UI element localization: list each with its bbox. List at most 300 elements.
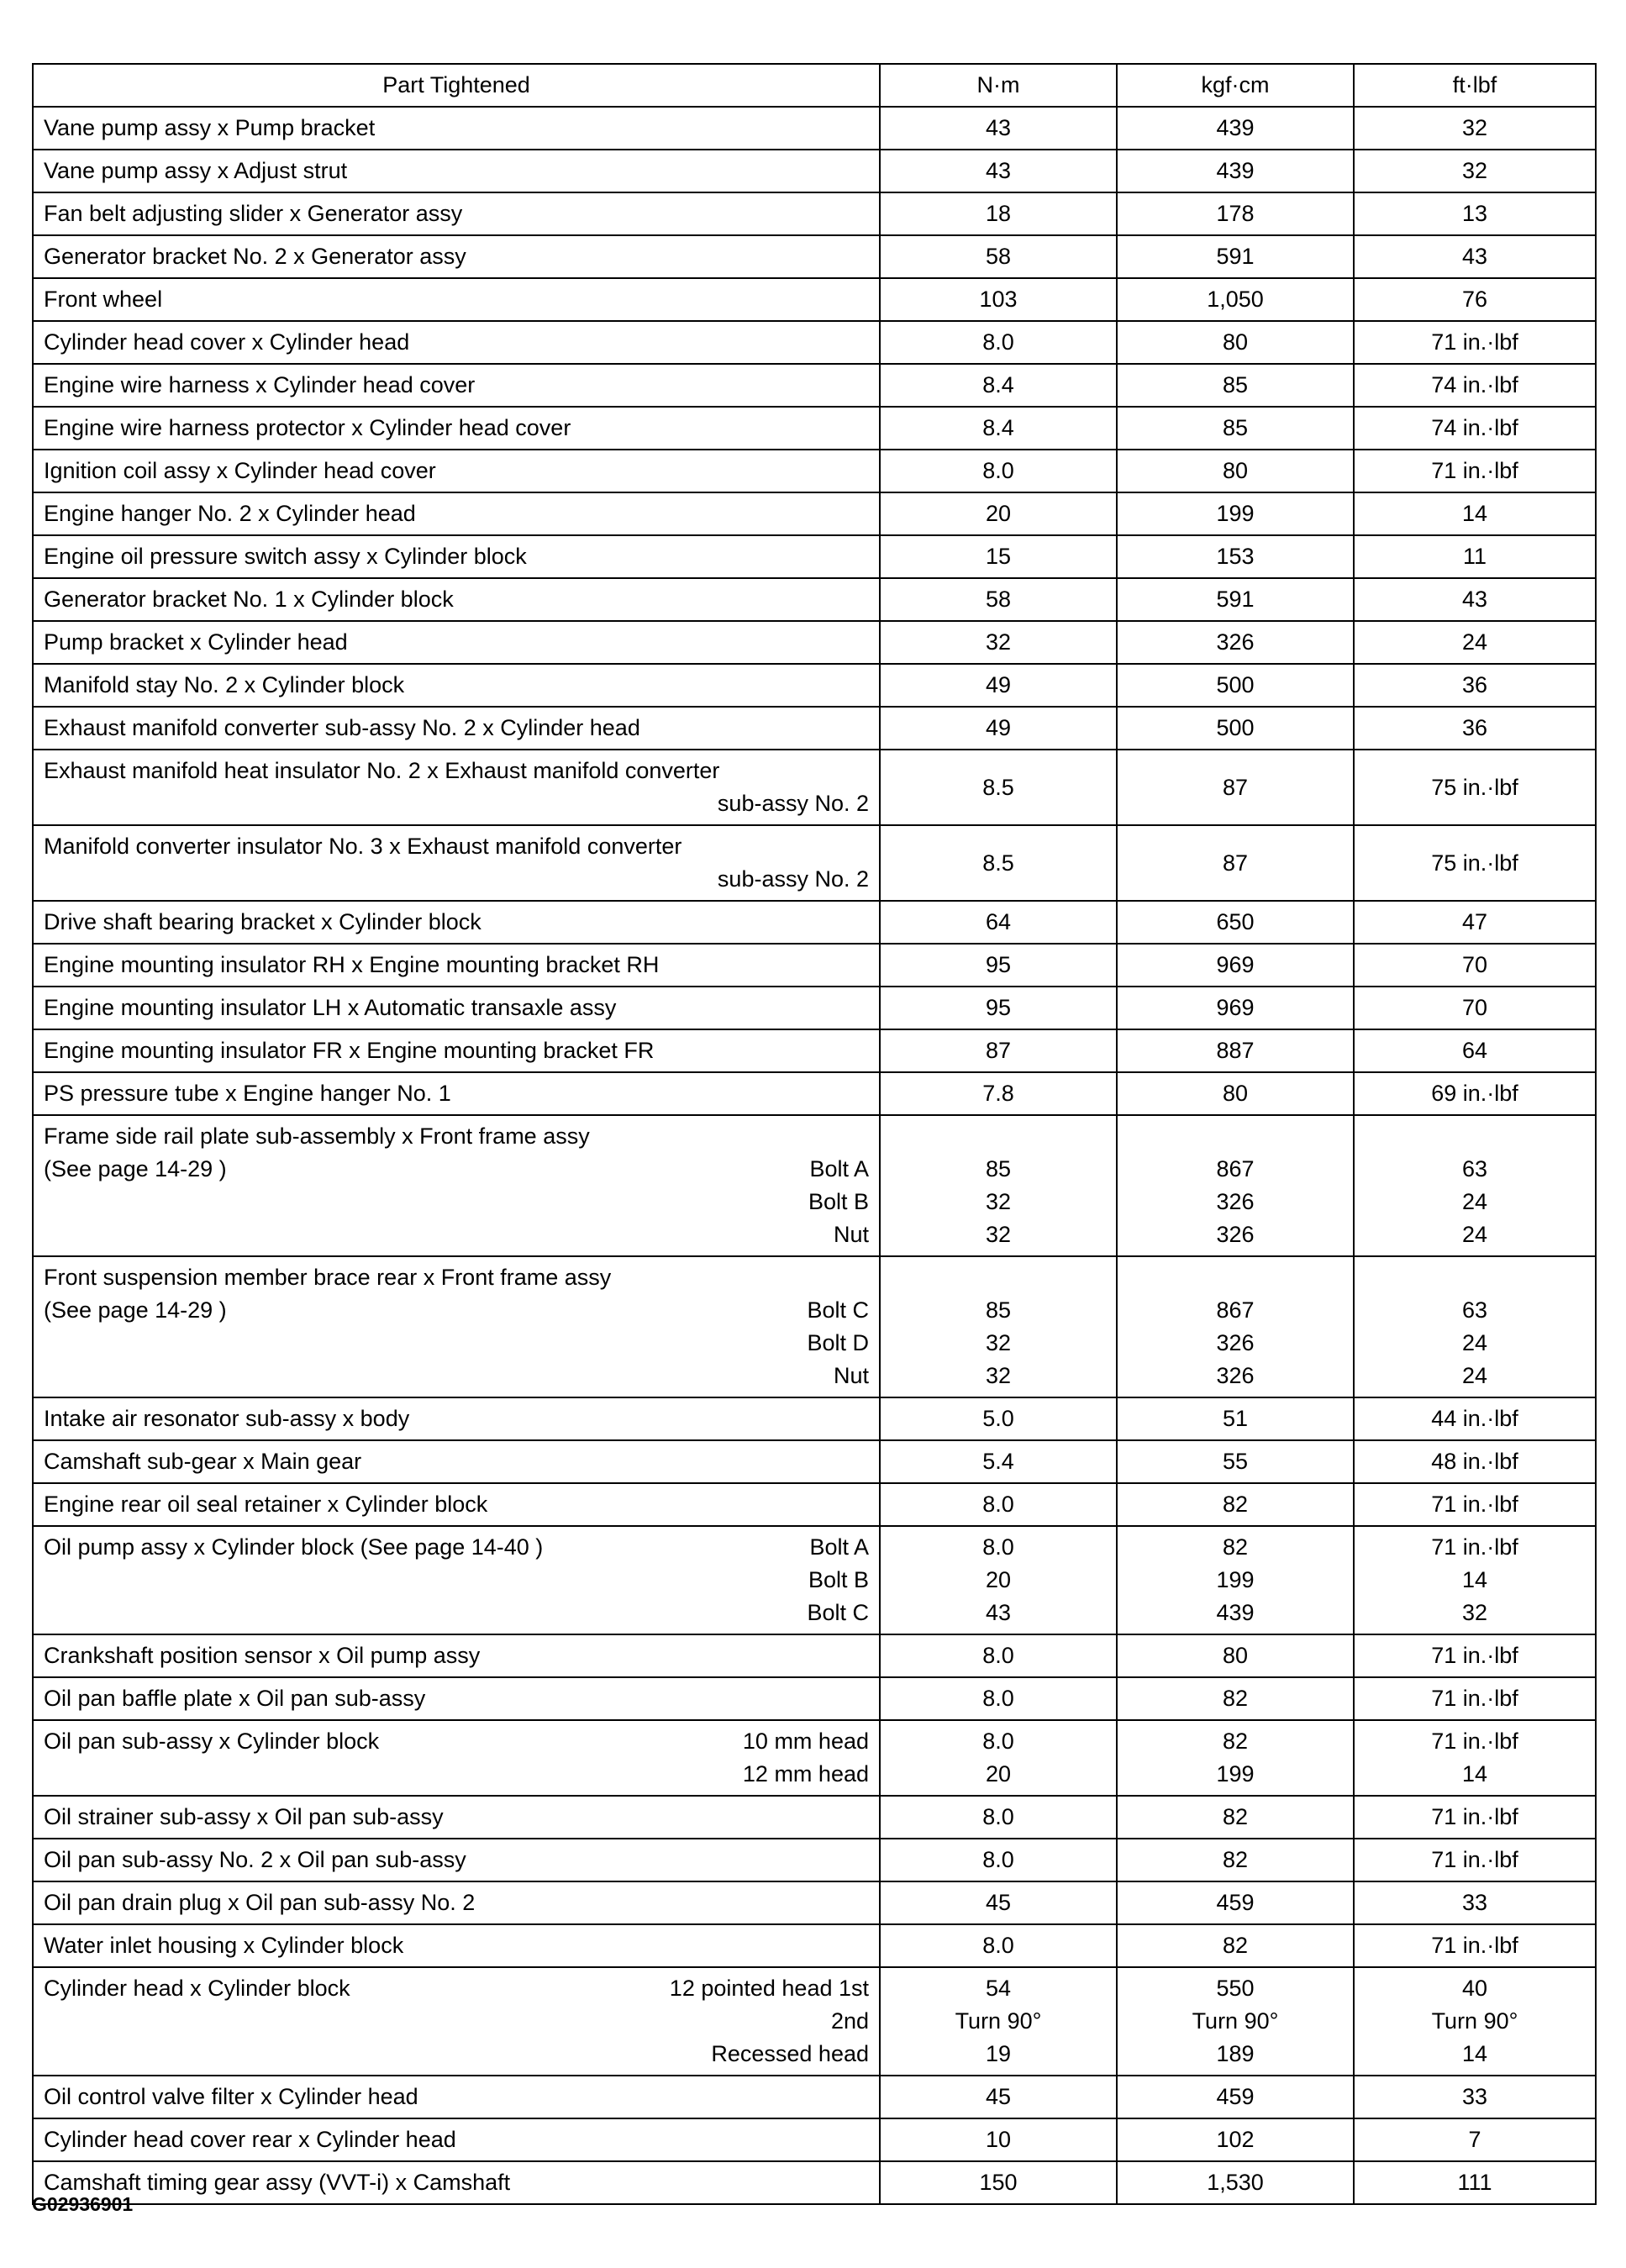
ft-lbf-cell bbox=[1354, 664, 1596, 707]
torque-value: 82 bbox=[1222, 1847, 1249, 1872]
torque-value: 80 bbox=[1222, 1643, 1249, 1668]
part-cell bbox=[33, 1720, 880, 1796]
part-title: Front suspension member brace rear x Front frame assy bbox=[44, 1265, 612, 1290]
nm-cell bbox=[880, 1677, 1117, 1720]
torque-value: 969 bbox=[1216, 952, 1255, 977]
torque-value: 87 bbox=[985, 1038, 1012, 1063]
nm-cell bbox=[880, 278, 1117, 321]
nm-cell bbox=[880, 825, 1117, 901]
nm-cell bbox=[880, 664, 1117, 707]
table-row bbox=[33, 944, 1596, 987]
torque-value: 8.5 bbox=[982, 774, 1014, 800]
part-name: Engine mounting insulator RH x Engine mounting bracket RH bbox=[44, 952, 660, 977]
torque-value: Turn 90° bbox=[1431, 2008, 1518, 2034]
part-name: Oil strainer sub-assy x Oil pan sub-assy bbox=[44, 1804, 444, 1829]
torque-value: 8.0 bbox=[982, 1847, 1014, 1872]
part-cell bbox=[33, 825, 880, 901]
table-row bbox=[33, 1881, 1596, 1924]
torque-value: 43 bbox=[985, 158, 1012, 183]
torque-value: 82 bbox=[1222, 1534, 1249, 1560]
torque-value: 70 bbox=[1461, 995, 1488, 1020]
torque-value: 85 bbox=[985, 1156, 1012, 1181]
table-row bbox=[33, 1677, 1596, 1720]
torque-value: 969 bbox=[1216, 995, 1255, 1020]
torque-value: 32 bbox=[985, 1189, 1012, 1214]
part-cell bbox=[33, 578, 880, 621]
table-row bbox=[33, 1924, 1596, 1967]
torque-value: 82 bbox=[1222, 1492, 1249, 1517]
nm-cell bbox=[880, 707, 1117, 750]
torque-value: 64 bbox=[985, 909, 1012, 934]
table-row bbox=[33, 664, 1596, 707]
kgf-cm-cell bbox=[1117, 1526, 1354, 1634]
part-name: Engine mounting insulator FR x Engine mounting bracket FR bbox=[44, 1038, 655, 1063]
part-line bbox=[44, 2038, 869, 2071]
table-row bbox=[33, 407, 1596, 450]
table-row bbox=[33, 192, 1596, 235]
torque-value: 33 bbox=[1461, 1890, 1488, 1915]
ft-lbf-cell bbox=[1354, 1483, 1596, 1526]
torque-value: 48 in.·lbf bbox=[1431, 1449, 1518, 1474]
torque-value: 75 in.·lbf bbox=[1431, 774, 1518, 800]
torque-value: 24 bbox=[1461, 1222, 1488, 1247]
torque-value: 32 bbox=[1461, 115, 1488, 140]
kgf-cm-cell bbox=[1117, 1796, 1354, 1839]
torque-value: Turn 90° bbox=[1192, 2008, 1279, 2034]
ft-lbf-cell bbox=[1354, 192, 1596, 235]
table-row bbox=[33, 1397, 1596, 1440]
spacer bbox=[1128, 1261, 1343, 1294]
torque-value: 75 in.·lbf bbox=[1431, 850, 1518, 876]
torque-value: 85 bbox=[1222, 415, 1249, 440]
part-name: Crankshaft position sensor x Oil pump assy bbox=[44, 1643, 481, 1668]
torque-value: 8.0 bbox=[982, 458, 1014, 483]
torque-value: 500 bbox=[1216, 672, 1255, 697]
kgf-cm-cell bbox=[1117, 321, 1354, 364]
part-continuation: sub-assy No. 2 bbox=[717, 791, 869, 816]
table-row bbox=[33, 621, 1596, 664]
kgf-cm-cell bbox=[1117, 450, 1354, 492]
torque-value: 71 in.·lbf bbox=[1431, 1492, 1518, 1517]
torque-value: 178 bbox=[1216, 201, 1255, 226]
ft-lbf-cell bbox=[1354, 1924, 1596, 1967]
part-cell bbox=[33, 1483, 880, 1526]
part-line bbox=[44, 1218, 869, 1251]
part-cell bbox=[33, 1881, 880, 1924]
nm-cell bbox=[880, 1397, 1117, 1440]
torque-value: 95 bbox=[985, 995, 1012, 1020]
torque-value: 153 bbox=[1216, 544, 1255, 569]
part-title: Frame side rail plate sub-assembly x Front frame assy bbox=[44, 1123, 590, 1149]
torque-value: 44 in.·lbf bbox=[1431, 1406, 1518, 1431]
part-cell bbox=[33, 901, 880, 944]
torque-value: 199 bbox=[1216, 1567, 1255, 1592]
part-name: Vane pump assy x Adjust strut bbox=[44, 158, 348, 183]
torque-value: 591 bbox=[1216, 244, 1255, 269]
torque-value: 650 bbox=[1216, 909, 1255, 934]
part-cell bbox=[33, 235, 880, 278]
part-line bbox=[44, 112, 869, 145]
part-cell bbox=[33, 150, 880, 192]
nm-cell bbox=[880, 364, 1117, 407]
part-name: Engine wire harness x Cylinder head cover bbox=[44, 372, 476, 397]
ft-lbf-cell bbox=[1354, 1839, 1596, 1881]
nm-cell bbox=[880, 235, 1117, 278]
part-name: Generator bracket No. 2 x Generator assy bbox=[44, 244, 466, 269]
torque-value: 87 bbox=[1222, 850, 1249, 876]
part-cell bbox=[33, 750, 880, 825]
torque-value: 24 bbox=[1461, 1330, 1488, 1355]
torque-value: 326 bbox=[1216, 1363, 1255, 1388]
ft-lbf-cell bbox=[1354, 825, 1596, 901]
nm-cell bbox=[880, 1072, 1117, 1115]
table-row bbox=[33, 492, 1596, 535]
torque-value: 8.0 bbox=[982, 1804, 1014, 1829]
ft-lbf-cell bbox=[1354, 1029, 1596, 1072]
part-name: Engine hanger No. 2 x Cylinder head bbox=[44, 501, 416, 526]
part-name: Pump bracket x Cylinder head bbox=[44, 629, 348, 655]
part-line bbox=[44, 283, 869, 316]
torque-value: 71 in.·lbf bbox=[1431, 1534, 1518, 1560]
part-line bbox=[44, 1034, 869, 1067]
part-cell bbox=[33, 192, 880, 235]
table-row bbox=[33, 235, 1596, 278]
torque-value: 459 bbox=[1216, 2084, 1255, 2109]
ft-lbf-cell bbox=[1354, 1677, 1596, 1720]
part-cell bbox=[33, 1072, 880, 1115]
torque-value: 459 bbox=[1216, 1890, 1255, 1915]
part-line bbox=[44, 1725, 869, 1758]
torque-value: 150 bbox=[979, 2170, 1018, 2195]
part-qualifier: 10 mm head bbox=[742, 1729, 869, 1754]
part-line bbox=[44, 669, 869, 702]
ft-lbf-cell bbox=[1354, 1115, 1596, 1256]
part-cell bbox=[33, 944, 880, 987]
ft-lbf-cell bbox=[1354, 901, 1596, 944]
part-name: Engine mounting insulator LH x Automatic transaxle assy bbox=[44, 995, 617, 1020]
torque-value: 439 bbox=[1216, 1600, 1255, 1625]
ft-lbf-cell bbox=[1354, 321, 1596, 364]
figure-code: G02936901 bbox=[32, 2193, 134, 2215]
torque-value: 8.0 bbox=[982, 329, 1014, 355]
torque-value: 14 bbox=[1461, 1761, 1488, 1787]
torque-value: 550 bbox=[1216, 1976, 1255, 2001]
part-line bbox=[44, 2123, 869, 2156]
ft-lbf-cell bbox=[1354, 278, 1596, 321]
torque-value: 43 bbox=[1461, 244, 1488, 269]
kgf-cm-cell bbox=[1117, 1072, 1354, 1115]
kgf-cm-cell bbox=[1117, 1256, 1354, 1397]
ft-lbf-cell bbox=[1354, 535, 1596, 578]
nm-cell bbox=[880, 901, 1117, 944]
torque-value: 867 bbox=[1216, 1156, 1255, 1181]
torque-value: 43 bbox=[985, 115, 1012, 140]
part-qualifier: Nut bbox=[833, 1222, 869, 1247]
table-row bbox=[33, 1526, 1596, 1634]
torque-value: 76 bbox=[1461, 287, 1488, 312]
nm-cell bbox=[880, 1634, 1117, 1677]
part-line bbox=[44, 1639, 869, 1672]
torque-value: 95 bbox=[985, 952, 1012, 977]
table-row bbox=[33, 450, 1596, 492]
kgf-cm-cell bbox=[1117, 407, 1354, 450]
torque-value: 326 bbox=[1216, 1222, 1255, 1247]
torque-value: 58 bbox=[985, 587, 1012, 612]
torque-value: 58 bbox=[985, 244, 1012, 269]
ft-lbf-cell bbox=[1354, 578, 1596, 621]
torque-value: 199 bbox=[1216, 501, 1255, 526]
part-line bbox=[44, 2166, 869, 2199]
ft-lbf-cell bbox=[1354, 364, 1596, 407]
part-name: Oil pan sub-assy No. 2 x Oil pan sub-assy bbox=[44, 1847, 466, 1872]
part-line bbox=[44, 326, 869, 359]
table-row bbox=[33, 750, 1596, 825]
ft-lbf-cell bbox=[1354, 1796, 1596, 1839]
torque-value: 32 bbox=[1461, 1600, 1488, 1625]
torque-value: 18 bbox=[985, 201, 1012, 226]
torque-value: 1,050 bbox=[1207, 287, 1264, 312]
part-cell bbox=[33, 321, 880, 364]
table-row bbox=[33, 1720, 1596, 1796]
torque-value: 8.0 bbox=[982, 1643, 1014, 1668]
part-line bbox=[44, 1929, 869, 1962]
torque-value: 80 bbox=[1222, 1081, 1249, 1106]
ft-lbf-cell bbox=[1354, 1397, 1596, 1440]
nm-cell bbox=[880, 1720, 1117, 1796]
kgf-cm-cell bbox=[1117, 1397, 1354, 1440]
torque-value: 71 in.·lbf bbox=[1431, 1933, 1518, 1958]
torque-value: 82 bbox=[1222, 1933, 1249, 1958]
torque-value: 74 in.·lbf bbox=[1431, 372, 1518, 397]
part-line bbox=[44, 1801, 869, 1834]
ft-lbf-cell bbox=[1354, 707, 1596, 750]
torque-value: 887 bbox=[1216, 1038, 1255, 1063]
torque-value: 1,530 bbox=[1207, 2170, 1264, 2195]
nm-cell bbox=[880, 492, 1117, 535]
header-part-tightened: Part Tightened bbox=[33, 64, 880, 107]
torque-value: 82 bbox=[1222, 1729, 1249, 1754]
part-line bbox=[44, 1758, 869, 1791]
table-row bbox=[33, 1796, 1596, 1839]
torque-value: 8.0 bbox=[982, 1933, 1014, 1958]
kgf-cm-cell bbox=[1117, 2118, 1354, 2161]
part-cell bbox=[33, 407, 880, 450]
torque-value: 43 bbox=[1461, 587, 1488, 612]
torque-value: 439 bbox=[1216, 158, 1255, 183]
torque-value: Turn 90° bbox=[955, 2008, 1042, 2034]
ft-lbf-cell bbox=[1354, 2161, 1596, 2204]
part-cell bbox=[33, 1115, 880, 1256]
part-line bbox=[44, 155, 869, 187]
torque-value: 326 bbox=[1216, 629, 1255, 655]
torque-value: 14 bbox=[1461, 1567, 1488, 1592]
part-name: Exhaust manifold converter sub-assy No. 2 x Cylinder head bbox=[44, 715, 640, 740]
kgf-cm-cell bbox=[1117, 1029, 1354, 1072]
part-name: Generator bracket No. 1 x Cylinder block bbox=[44, 587, 454, 612]
nm-cell bbox=[880, 2118, 1117, 2161]
torque-value: 51 bbox=[1222, 1406, 1249, 1431]
torque-value: 189 bbox=[1216, 2041, 1255, 2066]
part-name: Vane pump assy x Pump bracket bbox=[44, 115, 376, 140]
torque-value: 8.0 bbox=[982, 1534, 1014, 1560]
part-cell bbox=[33, 364, 880, 407]
part-line bbox=[44, 2005, 869, 2038]
torque-value: 10 bbox=[985, 2127, 1012, 2152]
nm-cell bbox=[880, 944, 1117, 987]
kgf-cm-cell bbox=[1117, 664, 1354, 707]
nm-cell bbox=[880, 107, 1117, 150]
table-row bbox=[33, 987, 1596, 1029]
torque-value: 15 bbox=[985, 544, 1012, 569]
part-line bbox=[44, 1844, 869, 1876]
part-name: Camshaft sub-gear x Main gear bbox=[44, 1449, 362, 1474]
torque-value: 69 in.·lbf bbox=[1431, 1081, 1518, 1106]
part-name: Oil pan sub-assy x Cylinder block bbox=[44, 1729, 380, 1754]
torque-value: 32 bbox=[1461, 158, 1488, 183]
kgf-cm-cell bbox=[1117, 1440, 1354, 1483]
torque-value: 7 bbox=[1468, 2127, 1481, 2152]
spacer bbox=[1365, 1261, 1585, 1294]
part-line bbox=[44, 1186, 869, 1218]
torque-value: 103 bbox=[979, 287, 1018, 312]
torque-value: 32 bbox=[985, 1363, 1012, 1388]
table-row bbox=[33, 1072, 1596, 1115]
part-name: Drive shaft bearing bracket x Cylinder block bbox=[44, 909, 481, 934]
nm-cell bbox=[880, 192, 1117, 235]
table-row bbox=[33, 535, 1596, 578]
part-line bbox=[44, 712, 869, 745]
part-cell bbox=[33, 107, 880, 150]
torque-value: 7.8 bbox=[982, 1081, 1014, 1106]
part-cell bbox=[33, 1440, 880, 1483]
part-line bbox=[44, 497, 869, 530]
part-name: Front wheel bbox=[44, 287, 163, 312]
torque-value: 71 in.·lbf bbox=[1431, 1847, 1518, 1872]
ft-lbf-cell bbox=[1354, 621, 1596, 664]
kgf-cm-cell bbox=[1117, 278, 1354, 321]
torque-value: 326 bbox=[1216, 1330, 1255, 1355]
part-cell bbox=[33, 278, 880, 321]
part-cell bbox=[33, 621, 880, 664]
part-cell bbox=[33, 2118, 880, 2161]
part-cell bbox=[33, 2161, 880, 2204]
part-qualifier: Bolt B bbox=[808, 1189, 869, 1214]
nm-cell bbox=[880, 1256, 1117, 1397]
ft-lbf-cell bbox=[1354, 2118, 1596, 2161]
torque-value: 14 bbox=[1461, 2041, 1488, 2066]
part-cell bbox=[33, 535, 880, 578]
part-name: Water inlet housing x Cylinder block bbox=[44, 1933, 404, 1958]
ft-lbf-cell bbox=[1354, 450, 1596, 492]
nm-cell bbox=[880, 1839, 1117, 1881]
part-line bbox=[44, 1488, 869, 1521]
header-nm: N·m bbox=[880, 64, 1117, 107]
torque-value: 19 bbox=[985, 2041, 1012, 2066]
torque-value: 5.0 bbox=[982, 1406, 1014, 1431]
torque-value: 111 bbox=[1457, 2170, 1492, 2195]
nm-cell bbox=[880, 2161, 1117, 2204]
torque-value: 54 bbox=[985, 1976, 1012, 2001]
nm-cell bbox=[880, 1483, 1117, 1526]
table-row bbox=[33, 1029, 1596, 1072]
torque-value: 11 bbox=[1462, 544, 1487, 569]
table-row bbox=[33, 2076, 1596, 2118]
torque-value: 20 bbox=[985, 501, 1012, 526]
table-row bbox=[33, 707, 1596, 750]
ft-lbf-cell bbox=[1354, 1526, 1596, 1634]
table-body bbox=[33, 107, 1596, 2204]
table-row bbox=[33, 364, 1596, 407]
part-line bbox=[44, 1327, 869, 1360]
table-row bbox=[33, 1839, 1596, 1881]
part-name: Camshaft timing gear assy (VVT-i) x Camshaft bbox=[44, 2170, 511, 2195]
part-line bbox=[44, 197, 869, 230]
table-row bbox=[33, 1634, 1596, 1677]
kgf-cm-cell bbox=[1117, 535, 1354, 578]
torque-value: 71 in.·lbf bbox=[1431, 1729, 1518, 1754]
part-line bbox=[44, 583, 869, 616]
part-qualifier: Bolt A bbox=[809, 1534, 869, 1560]
torque-value: 71 in.·lbf bbox=[1431, 1643, 1518, 1668]
part-line bbox=[44, 1886, 869, 1919]
torque-value: 8.4 bbox=[982, 415, 1014, 440]
part-qualifier: 2nd bbox=[830, 2008, 869, 2034]
part-qualifier: 12 pointed head 1st bbox=[669, 1976, 869, 2001]
torque-value: 32 bbox=[985, 1222, 1012, 1247]
nm-cell bbox=[880, 1440, 1117, 1483]
kgf-cm-cell bbox=[1117, 192, 1354, 235]
spacer bbox=[1128, 1120, 1343, 1153]
torque-value: 24 bbox=[1461, 1189, 1488, 1214]
torque-value: 33 bbox=[1461, 2084, 1488, 2109]
part-cell bbox=[33, 450, 880, 492]
part-line bbox=[44, 992, 869, 1024]
torque-value: 13 bbox=[1461, 201, 1488, 226]
torque-value: 8.4 bbox=[982, 372, 1014, 397]
part-line bbox=[44, 626, 869, 659]
torque-value: 82 bbox=[1222, 1804, 1249, 1829]
nm-cell bbox=[880, 1115, 1117, 1256]
table-row bbox=[33, 1256, 1596, 1397]
part-cell bbox=[33, 987, 880, 1029]
part-name: PS pressure tube x Engine hanger No. 1 bbox=[44, 1081, 451, 1106]
torque-value: 36 bbox=[1461, 715, 1488, 740]
table-row bbox=[33, 107, 1596, 150]
part-continuation: sub-assy No. 2 bbox=[717, 866, 869, 892]
part-cell bbox=[33, 2076, 880, 2118]
part-line bbox=[44, 1531, 869, 1564]
part-line bbox=[44, 1564, 869, 1597]
part-name: Manifold stay No. 2 x Cylinder block bbox=[44, 672, 405, 697]
kgf-cm-cell bbox=[1117, 750, 1354, 825]
table-row bbox=[33, 901, 1596, 944]
table-row bbox=[33, 321, 1596, 364]
part-qualifier: Recessed head bbox=[711, 2041, 869, 2066]
part-line bbox=[44, 830, 869, 863]
table-row bbox=[33, 1440, 1596, 1483]
torque-value: 45 bbox=[985, 1890, 1012, 1915]
torque-value: 591 bbox=[1216, 587, 1255, 612]
torque-value: 8.0 bbox=[982, 1729, 1014, 1754]
torque-value: 45 bbox=[985, 2084, 1012, 2109]
part-cell bbox=[33, 1796, 880, 1839]
torque-value: 32 bbox=[985, 1330, 1012, 1355]
part-line bbox=[44, 1597, 869, 1629]
torque-value: 14 bbox=[1461, 501, 1488, 526]
part-name: Engine oil pressure switch assy x Cylinder block bbox=[44, 544, 527, 569]
torque-value: 87 bbox=[1222, 774, 1249, 800]
part-cell bbox=[33, 707, 880, 750]
